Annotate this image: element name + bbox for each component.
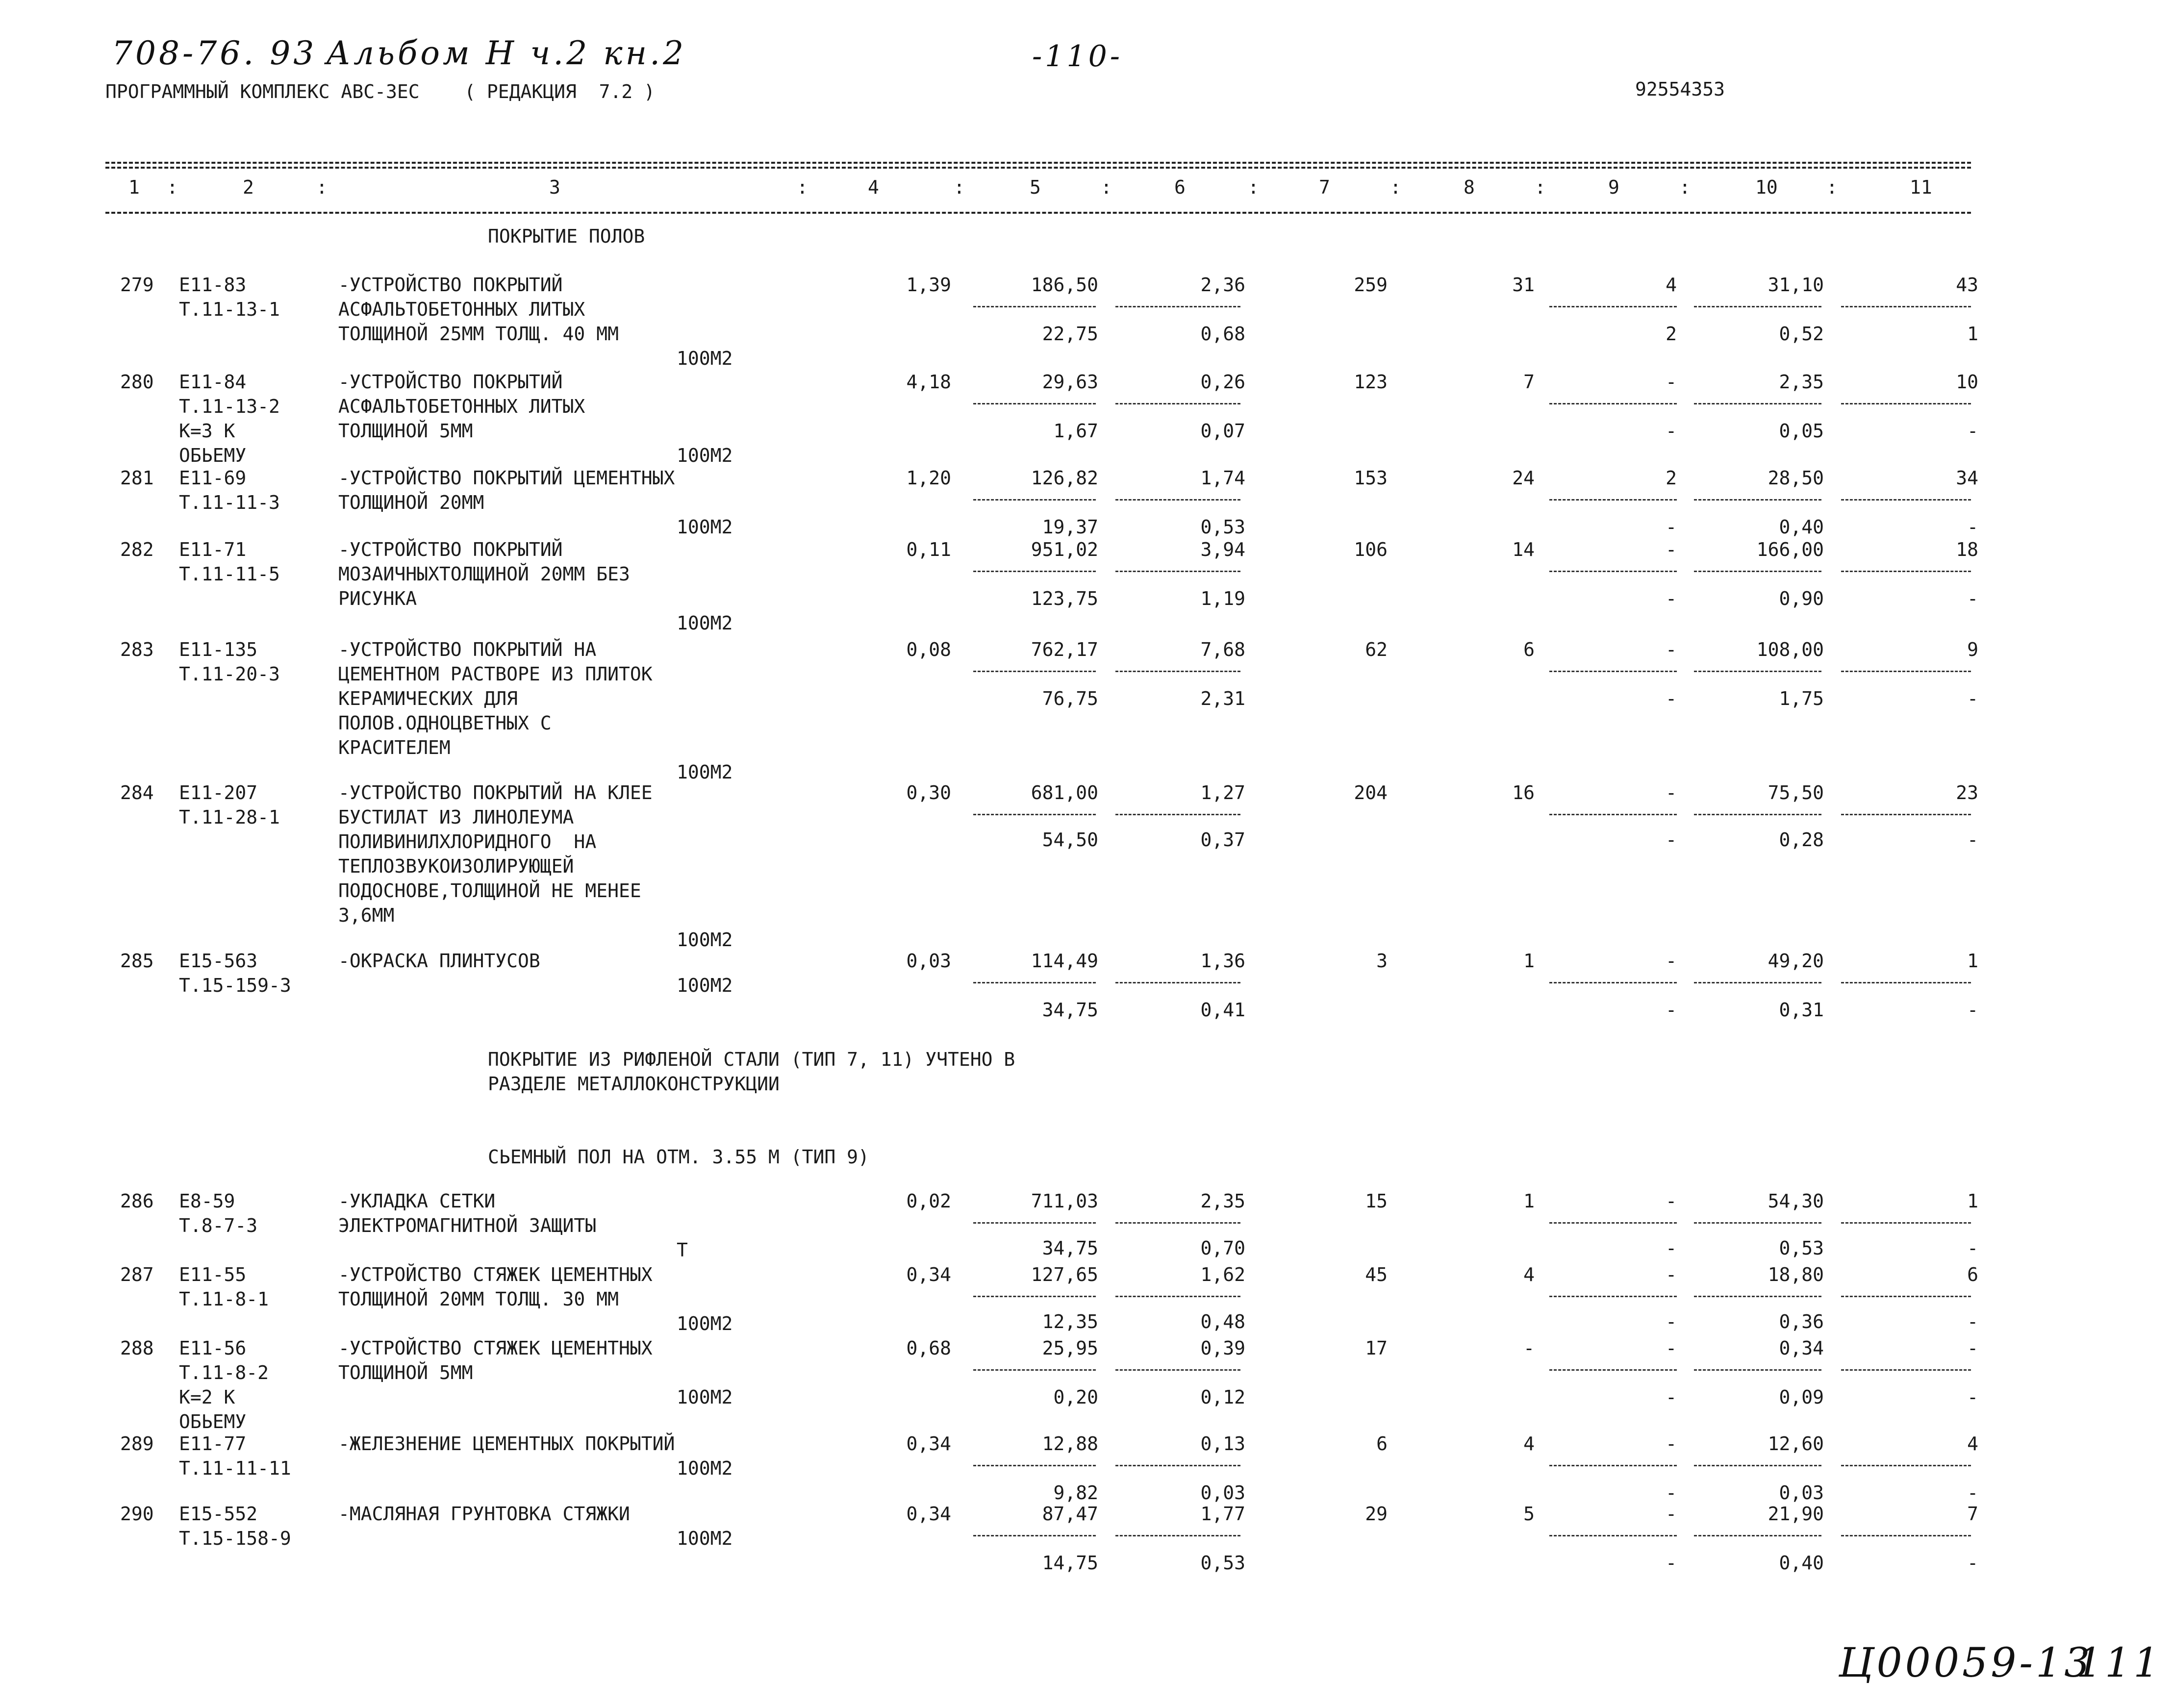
row-col6-total: 0,13 [1200,1433,1245,1455]
row-col11-top: 34 [1956,467,1978,489]
row-col10-top: 21,90 [1768,1503,1824,1525]
row-col10-bottom: 0,31 [1779,999,1824,1021]
row-col5-wage: 1,67 [1053,420,1098,442]
handwritten-sheet-number: 111 [2076,1640,2162,1686]
subtotal-divider [973,1296,1096,1297]
column-separator: : [1679,176,1691,198]
column-header-2: 2 [243,176,254,198]
row-col7: 106 [1354,539,1388,560]
subtotal-divider [1115,1296,1240,1297]
column-header-1: 1 [128,176,140,198]
row-col10-top: 2,35 [1779,371,1824,393]
subtotal-divider [1694,814,1821,815]
row-col6-total: 1,74 [1200,467,1245,489]
row-quantity: 0,34 [906,1433,951,1455]
row-col11-top: 9 [1967,639,1978,660]
row-code: Е15-563 Т.15-159-3 [179,950,291,996]
subtotal-divider [1549,1222,1677,1224]
row-col6-total: 0,39 [1200,1337,1245,1359]
row-col6-wage: 0,03 [1200,1482,1245,1504]
subtotal-divider [1841,306,1971,307]
row-col10-top: 49,20 [1768,950,1824,972]
subtotal-divider [1841,403,1971,404]
subtotal-divider [1841,982,1971,983]
row-col11-bottom: - [1967,420,1978,442]
subtotal-divider [973,671,1096,672]
row-col11-top: 7 [1967,1503,1978,1525]
row-code: Е8-59 Т.8-7-3 [179,1190,258,1236]
row-col5-wage: 34,75 [1042,999,1098,1021]
subtotal-divider [1549,1369,1677,1371]
subtotal-divider [1115,571,1240,572]
subtotal-divider [1694,1465,1821,1466]
row-col9-bottom: - [1666,1386,1677,1408]
row-col10-bottom: 1,75 [1779,688,1824,709]
row-col7: 123 [1354,371,1388,393]
row-col5-total: 127,65 [1031,1264,1098,1285]
subtotal-divider [1841,1222,1971,1224]
row-code: Е11-135 Т.11-20-3 [179,639,280,685]
section-title-floor-covering: ПОКРЫТИЕ ПОЛОВ [488,226,645,247]
row-unit: 100М2 [677,929,733,951]
subtotal-divider [973,571,1096,572]
row-col5-total: 711,03 [1031,1190,1098,1212]
row-col6-wage: 0,07 [1200,420,1245,442]
row-col11-top: 1 [1967,950,1978,972]
subtotal-divider [973,1222,1096,1224]
row-col5-total: 29,63 [1042,371,1098,393]
row-col5-wage: 22,75 [1042,323,1098,345]
row-quantity: 0,34 [906,1503,951,1525]
subtotal-divider [1841,499,1971,501]
row-col10-bottom: 0,05 [1779,420,1824,442]
row-col8: - [1523,1337,1535,1359]
row-col7: 45 [1365,1264,1388,1285]
row-code: Е11-56 Т.11-8-2 К=2 К ОБЬЕМУ [179,1337,269,1432]
row-quantity: 1,20 [906,467,951,489]
row-quantity: 0,02 [906,1190,951,1212]
row-description: -ЖЕЛЕЗНЕНИЕ ЦЕМЕНТНЫХ ПОКРЫТИЙ [338,1433,675,1455]
subtotal-divider [1841,571,1971,572]
subtotal-divider [1694,1535,1821,1536]
row-col5-wage: 19,37 [1042,516,1098,538]
row-description: -УСТРОЙСТВО ПОКРЫТИЙ АСФАЛЬТОБЕТОННЫХ ЛИТЫХ ТОЛЩИНОЙ 5ММ [338,371,585,442]
row-col9-top: - [1666,1264,1677,1285]
row-description: -УСТРОЙСТВО ПОКРЫТИЙ МОЗАИЧНЫХТОЛЩИНОЙ 20ММ БЕЗ РИСУНКА [338,539,630,609]
column-separator: : [1826,176,1838,198]
section-title-ribbed-steel: ПОКРЫТИЕ ИЗ РИФЛЕНОЙ СТАЛИ (ТИП 7, 11) УЧТЕНО В РАЗДЕЛЕ МЕТАЛЛОКОНСТРУКЦИИ [488,1049,1015,1095]
row-number: 286 [120,1190,154,1212]
row-col6-total: 1,77 [1200,1503,1245,1525]
row-col6-wage: 0,41 [1200,999,1245,1021]
table-header-rule [105,212,1971,214]
row-col9-top: - [1666,371,1677,393]
row-col10-bottom: 0,03 [1779,1482,1824,1504]
row-col5-total: 87,47 [1042,1503,1098,1525]
row-col11-top: 10 [1956,371,1978,393]
handwritten-document-code: 708-76. 93 [112,34,317,72]
subtotal-divider [1549,1296,1677,1297]
row-col11-top: 6 [1967,1264,1978,1285]
subtotal-divider [973,499,1096,501]
column-separator: : [1390,176,1401,198]
row-unit: 100М2 [677,516,733,538]
column-header-8: 8 [1464,176,1475,198]
subtotal-divider [1115,403,1240,404]
row-col6-wage: 2,31 [1200,688,1245,709]
row-col7: 6 [1376,1433,1388,1455]
row-quantity: 4,18 [906,371,951,393]
row-col9-bottom: - [1666,1237,1677,1259]
subtotal-divider [1694,499,1821,501]
subtotal-divider [1115,499,1240,501]
row-description: -УСТРОЙСТВО СТЯЖЕК ЦЕМЕНТНЫХ ТОЛЩИНОЙ 5ММ [338,1337,653,1383]
subtotal-divider [1841,671,1971,672]
row-col11-bottom: - [1967,1386,1978,1408]
row-col9-top: - [1666,539,1677,560]
row-col7: 62 [1365,639,1388,660]
row-number: 281 [120,467,154,489]
subtotal-divider [973,1465,1096,1466]
row-col6-wage: 0,48 [1200,1311,1245,1332]
row-col9-top: 4 [1666,274,1677,296]
row-unit: 100М2 [677,975,733,996]
subtotal-divider [1841,1369,1971,1371]
column-separator: : [954,176,965,198]
row-col9-bottom: - [1666,1311,1677,1332]
subtotal-divider [1841,814,1971,815]
row-code: Е15-552 Т.15-158-9 [179,1503,291,1549]
row-col10-bottom: 0,09 [1779,1386,1824,1408]
row-col5-wage: 34,75 [1042,1237,1098,1259]
row-col6-total: 1,27 [1200,782,1245,804]
row-col8: 4 [1523,1433,1535,1455]
subtotal-divider [1694,982,1821,983]
column-header-5: 5 [1030,176,1041,198]
row-col6-total: 2,36 [1200,274,1245,296]
row-col8: 1 [1523,1190,1535,1212]
row-col9-top: - [1666,639,1677,660]
subtotal-divider [1549,1535,1677,1536]
row-col5-total: 126,82 [1031,467,1098,489]
row-quantity: 0,08 [906,639,951,660]
row-col9-bottom: - [1666,1482,1677,1504]
row-description: -УСТРОЙСТВО СТЯЖЕК ЦЕМЕНТНЫХ ТОЛЩИНОЙ 20ММ ТОЛЩ. 30 ММ [338,1264,653,1310]
row-col8: 1 [1523,950,1535,972]
row-col10-top: 75,50 [1768,782,1824,804]
row-col5-wage: 9,82 [1053,1482,1098,1504]
subtotal-divider [1549,499,1677,501]
row-col11-bottom: 1 [1967,323,1978,345]
row-col5-wage: 14,75 [1042,1552,1098,1574]
row-col5-wage: 54,50 [1042,829,1098,851]
row-unit: 100М2 [677,445,733,466]
row-unit: 100М2 [677,1386,733,1408]
row-col5-total: 25,95 [1042,1337,1098,1359]
row-col8: 31 [1512,274,1535,296]
row-quantity: 0,30 [906,782,951,804]
row-col5-total: 114,49 [1031,950,1098,972]
row-col10-top: 18,80 [1768,1264,1824,1285]
row-col9-top: - [1666,1337,1677,1359]
row-code: Е11-71 Т.11-11-5 [179,539,280,585]
subtotal-divider [1115,306,1240,307]
row-col8: 14 [1512,539,1535,560]
table-top-rule [105,162,1971,164]
row-col6-wage: 1,19 [1200,588,1245,609]
subtotal-divider [1549,671,1677,672]
subtotal-divider [1115,1222,1240,1224]
row-col6-total: 1,62 [1200,1264,1245,1285]
column-header-11: 11 [1910,176,1932,198]
program-title: ПРОГРАММНЫЙ КОМПЛЕКС АВС-3ЕС ( РЕДАКЦИЯ 7.2 ) [105,81,656,102]
subtotal-divider [1694,306,1821,307]
row-col6-wage: 0,68 [1200,323,1245,345]
row-col8: 16 [1512,782,1535,804]
handwritten-album-reference: Альбом Н ч.2 кн.2 [326,34,687,72]
row-col7: 17 [1365,1337,1388,1359]
row-col9-top: 2 [1666,467,1677,489]
row-unit: Т [677,1239,688,1261]
subtotal-divider [1549,571,1677,572]
row-col9-top: - [1666,782,1677,804]
row-number: 290 [120,1503,154,1525]
row-col7: 15 [1365,1190,1388,1212]
row-col8: 6 [1523,639,1535,660]
row-col11-top: 1 [1967,1190,1978,1212]
row-code: Е11-84 Т.11-13-2 К=3 К ОБЬЕМУ [179,371,280,466]
row-col9-bottom: 2 [1666,323,1677,345]
subtotal-divider [973,814,1096,815]
row-col5-total: 762,17 [1031,639,1098,660]
row-quantity: 0,34 [906,1264,951,1285]
row-col10-top: 12,60 [1768,1433,1824,1455]
column-header-3: 3 [549,176,560,198]
row-col11-bottom: - [1967,688,1978,709]
row-col6-wage: 0,70 [1200,1237,1245,1259]
subtotal-divider [973,1369,1096,1371]
row-col9-bottom: - [1666,516,1677,538]
subtotal-divider [1115,1465,1240,1466]
row-col11-top: 18 [1956,539,1978,560]
row-col10-top: 0,34 [1779,1337,1824,1359]
column-separator: : [797,176,808,198]
row-code: Е11-55 Т.11-8-1 [179,1264,269,1310]
row-col9-bottom: - [1666,588,1677,609]
row-col9-top: - [1666,1503,1677,1525]
table-top-rule-2 [105,167,1971,169]
subtotal-divider [1841,1296,1971,1297]
row-description: -УСТРОЙСТВО ПОКРЫТИЙ НА КЛЕЕ БУСТИЛАТ ИЗ ЛИНОЛЕУМА ПОЛИВИНИЛХЛОРИДНОГО НА ТЕПЛОЗВУКОИЗОЛИРУЮЩЕЙ ПОДОСНОВЕ,ТОЛЩИНОЙ НЕ МЕНЕЕ 3,6ММ [338,782,653,926]
row-unit: 100М2 [677,1528,733,1549]
row-number: 288 [120,1337,154,1359]
row-col6-wage: 0,37 [1200,829,1245,851]
column-header-10: 10 [1755,176,1778,198]
row-col10-bottom: 0,52 [1779,323,1824,345]
row-col11-bottom: - [1967,516,1978,538]
subtotal-divider [1549,306,1677,307]
row-col5-wage: 0,20 [1053,1386,1098,1408]
column-header-9: 9 [1608,176,1619,198]
row-unit: 100М2 [677,348,733,369]
row-col10-bottom: 0,28 [1779,829,1824,851]
row-col9-bottom: - [1666,829,1677,851]
subtotal-divider [1841,1465,1971,1466]
row-number: 287 [120,1264,154,1285]
row-col7: 3 [1376,950,1388,972]
row-col6-total: 2,35 [1200,1190,1245,1212]
row-col10-top: 166,00 [1756,539,1824,560]
subtotal-divider [1694,671,1821,672]
row-col6-wage: 0,53 [1200,1552,1245,1574]
subtotal-divider [1549,403,1677,404]
row-quantity: 1,39 [906,274,951,296]
row-col10-bottom: 0,90 [1779,588,1824,609]
row-col11-bottom: - [1967,829,1978,851]
row-code: Е11-207 Т.11-28-1 [179,782,280,828]
row-col11-top: - [1967,1337,1978,1359]
row-number: 284 [120,782,154,804]
column-separator: : [1101,176,1112,198]
row-description: -УСТРОЙСТВО ПОКРЫТИЙ АСФАЛЬТОБЕТОННЫХ ЛИТЫХ ТОЛЩИНОЙ 25ММ ТОЛЩ. 40 ММ [338,274,619,345]
row-col11-bottom: - [1967,588,1978,609]
handwritten-footer-code: Ц00059-13 [1839,1640,2093,1686]
row-col8: 24 [1512,467,1535,489]
row-col10-top: 54,30 [1768,1190,1824,1212]
row-col11-bottom: - [1967,1311,1978,1332]
row-unit: 100М2 [677,761,733,783]
handwritten-page-number: -110- [1032,39,1123,74]
row-number: 282 [120,539,154,560]
subtotal-divider [1694,1222,1821,1224]
subtotal-divider [1115,1369,1240,1371]
row-unit: 100М2 [677,1313,733,1334]
column-separator: : [1248,176,1259,198]
column-separator: : [316,176,328,198]
row-col6-total: 1,36 [1200,950,1245,972]
row-col5-wage: 123,75 [1031,588,1098,609]
row-col7: 153 [1354,467,1388,489]
row-col10-top: 108,00 [1756,639,1824,660]
row-col6-total: 3,94 [1200,539,1245,560]
row-col10-bottom: 0,40 [1779,1552,1824,1574]
row-number: 283 [120,639,154,660]
column-header-6: 6 [1174,176,1186,198]
subtotal-divider [973,1535,1096,1536]
row-col9-top: - [1666,1190,1677,1212]
column-header-7: 7 [1319,176,1330,198]
row-description: -УСТРОЙСТВО ПОКРЫТИЙ ЦЕМЕНТНЫХ ТОЛЩИНОЙ 20ММ [338,467,675,513]
row-col10-bottom: 0,53 [1779,1237,1824,1259]
row-number: 285 [120,950,154,972]
row-col10-top: 28,50 [1768,467,1824,489]
row-col8: 7 [1523,371,1535,393]
row-col11-bottom: - [1967,1237,1978,1259]
row-col11-top: 4 [1967,1433,1978,1455]
row-col6-total: 7,68 [1200,639,1245,660]
row-col11-bottom: - [1967,1552,1978,1574]
row-quantity: 0,03 [906,950,951,972]
row-col9-bottom: - [1666,999,1677,1021]
row-col5-total: 12,88 [1042,1433,1098,1455]
row-col6-wage: 0,12 [1200,1386,1245,1408]
column-separator: : [167,176,178,198]
row-col11-top: 23 [1956,782,1978,804]
section-title-removable-floor: СЬЕМНЫЙ ПОЛ НА ОТМ. 3.55 М (ТИП 9) [488,1146,869,1168]
row-col7: 29 [1365,1503,1388,1525]
row-col10-bottom: 0,40 [1779,516,1824,538]
row-code: Е11-77 Т.11-11-11 [179,1433,291,1479]
row-col6-total: 0,26 [1200,371,1245,393]
subtotal-divider [973,403,1096,404]
row-col8: 4 [1523,1264,1535,1285]
subtotal-divider [973,306,1096,307]
row-number: 280 [120,371,154,393]
subtotal-divider [1115,671,1240,672]
subtotal-divider [1115,1535,1240,1536]
row-description: -УКЛАДКА СЕТКИ ЭЛЕКТРОМАГНИТНОЙ ЗАЩИТЫ [338,1190,597,1236]
subtotal-divider [1694,1369,1821,1371]
row-col9-bottom: - [1666,688,1677,709]
row-col9-top: - [1666,950,1677,972]
subtotal-divider [1549,814,1677,815]
subtotal-divider [1115,982,1240,983]
row-col11-top: 43 [1956,274,1978,296]
row-col11-bottom: - [1967,1482,1978,1504]
column-separator: : [1535,176,1546,198]
document-code-number: 92554353 [1635,78,1725,100]
row-quantity: 0,68 [906,1337,951,1359]
row-col5-total: 951,02 [1031,539,1098,560]
row-col5-wage: 12,35 [1042,1311,1098,1332]
row-col9-bottom: - [1666,1552,1677,1574]
column-header-4: 4 [868,176,879,198]
row-number: 279 [120,274,154,296]
row-number: 289 [120,1433,154,1455]
subtotal-divider [1694,571,1821,572]
row-col11-bottom: - [1967,999,1978,1021]
row-col7: 204 [1354,782,1388,804]
row-col5-total: 186,50 [1031,274,1098,296]
row-unit: 100М2 [677,612,733,634]
subtotal-divider [1694,403,1821,404]
row-col5-total: 681,00 [1031,782,1098,804]
row-col9-top: - [1666,1433,1677,1455]
subtotal-divider [1841,1535,1971,1536]
row-code: Е11-69 Т.11-11-3 [179,467,280,513]
row-code: Е11-83 Т.11-13-1 [179,274,280,320]
subtotal-divider [1549,1465,1677,1466]
row-quantity: 0,11 [906,539,951,560]
row-description: -ОКРАСКА ПЛИНТУСОВ [338,950,540,972]
row-col10-top: 31,10 [1768,274,1824,296]
subtotal-divider [1115,814,1240,815]
row-description: -МАСЛЯНАЯ ГРУНТОВКА СТЯЖКИ [338,1503,630,1525]
subtotal-divider [1549,982,1677,983]
row-col5-wage: 76,75 [1042,688,1098,709]
row-col8: 5 [1523,1503,1535,1525]
subtotal-divider [1694,1296,1821,1297]
row-unit: 100М2 [677,1457,733,1479]
row-col9-bottom: - [1666,420,1677,442]
subtotal-divider [973,982,1096,983]
row-col10-bottom: 0,36 [1779,1311,1824,1332]
row-col7: 259 [1354,274,1388,296]
row-description: -УСТРОЙСТВО ПОКРЫТИЙ НА ЦЕМЕНТНОМ РАСТВОРЕ ИЗ ПЛИТОК КЕРАМИЧЕСКИХ ДЛЯ ПОЛОВ.ОДНОЦВЕТНЫХ С КРАСИТЕЛЕМ [338,639,653,758]
row-col6-wage: 0,53 [1200,516,1245,538]
